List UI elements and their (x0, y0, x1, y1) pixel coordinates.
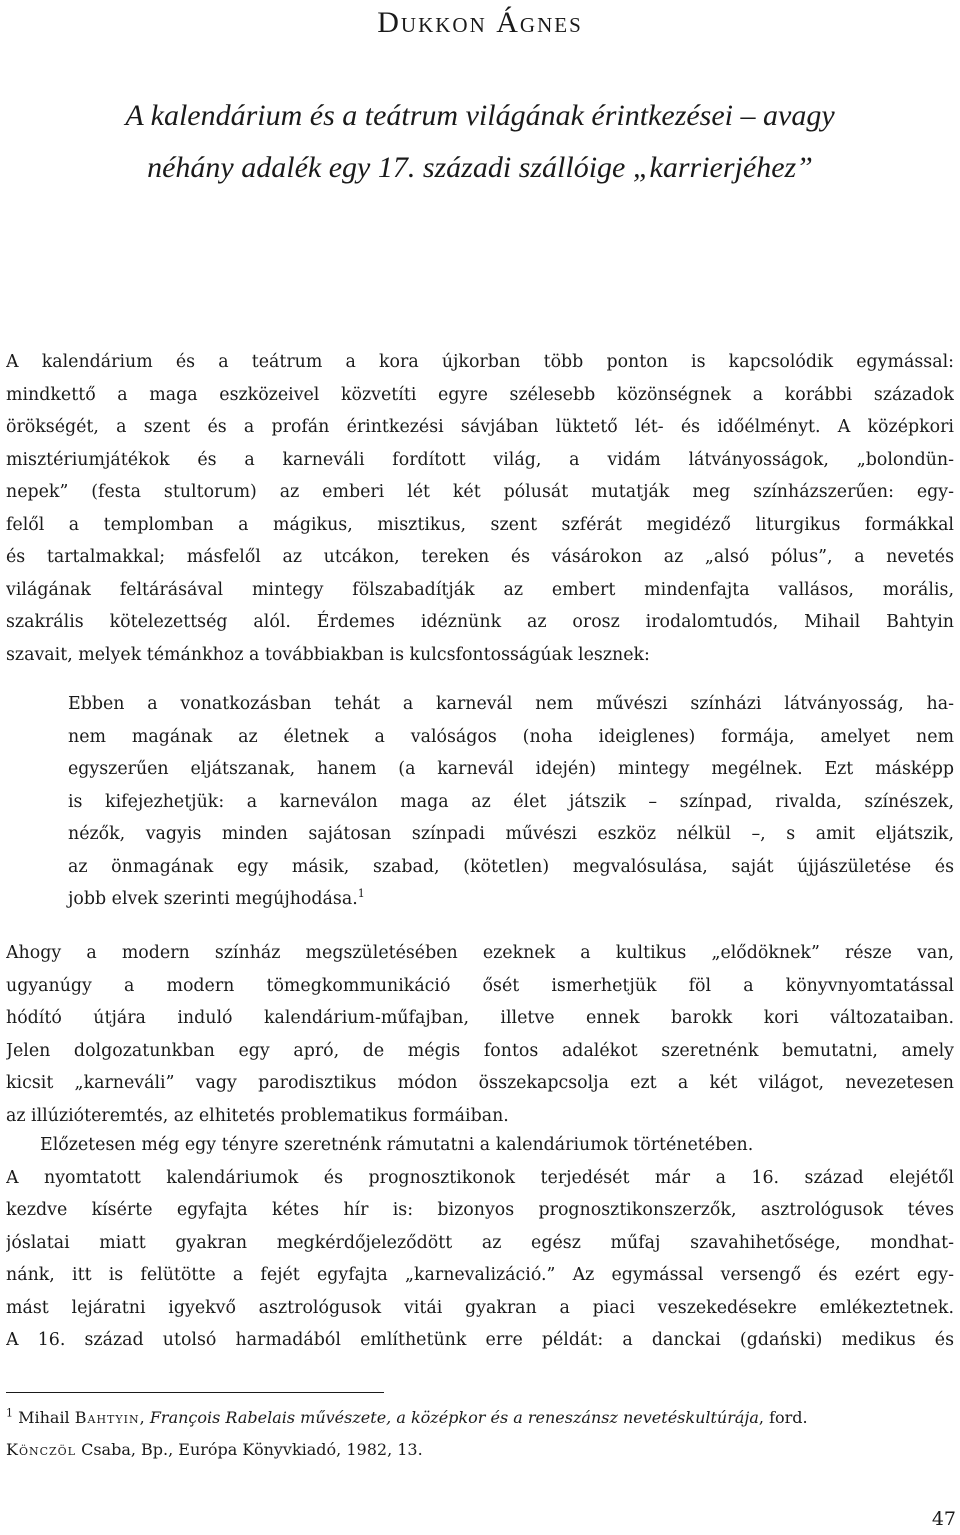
text-line: mindkettő a maga eszközeivel közvetíti egyre szélesebb közönségnek a korábbi századok (6, 384, 954, 405)
quote-line: az önmagának egy másik, szabad, (kötetlen) megvalósulása, saját újjászületése és (68, 856, 954, 877)
text-line: A 16. század utolsó harmadából említhetünk erre példát: a danckai (gdański) medikus és (6, 1330, 954, 1350)
block-quote (68, 688, 954, 916)
text-line: Ahogy a modern színház megszületésében ezeknek a kultikus „elődöknek” része van, (6, 943, 954, 963)
text-line: jóslatai miatt gyakran megkérdőjeleződött az egész műfaj szavahihetősége, mondhat- (6, 1232, 954, 1253)
text-line: és tartalmakkal; másfelől az utcákon, tereken és vásárokon az „alsó pólus”, a nevetés (6, 547, 954, 567)
text-line: szavait, melyek témánkhoz a továbbiakban is kulcsfontosságúak lesznek: (6, 644, 650, 665)
footnote-translator: Könczöl (6, 1440, 76, 1459)
text-line: ugyanúgy a modern tömegkommunikáció ősét ismerhetjük föl a könyvnyomtatással (6, 975, 954, 996)
text-line: A nyomtatott kalendáriumok és prognosztikonok terjedését már a 16. század elejétől (6, 1167, 954, 1188)
quote-line: jobb elvek szerinti megújhodása. (68, 889, 358, 909)
paragraph-modern-theatre (6, 937, 954, 1132)
footnote-separator: , (139, 1408, 145, 1427)
footnote-separator: , ford. (758, 1408, 808, 1427)
paragraph-calendars (6, 1129, 954, 1357)
text-line: misztériumjátékok és a karneváli fordított világ, a vidám látványosságok, „bolondün- (6, 449, 954, 470)
footnote-line (6, 1402, 954, 1434)
page-number: 47 (931, 1508, 956, 1530)
text-line: felől a templomban a mágikus, misztikus, szent szférát megidéző liturgikus formákkal (6, 514, 954, 535)
text-line: kezdve kísérte egyfajta kétes hír is: bizonyos prognosztikonszerzők, asztrológusok téves (6, 1200, 954, 1220)
text-line: az illúzióteremtés, az elhitetés problematikus formáiban. (6, 1105, 509, 1126)
footnote-mark: 1 (6, 1406, 13, 1420)
title-line: néhány adalék egy 17. századi szállóige „karrierjéhez” (147, 151, 813, 184)
text-line: A kalendárium és a teátrum a kora újkorban több ponton is kapcsolódik egymással: (6, 352, 954, 372)
text-line: Előzetesen még egy tényre szeretnénk rámutatni a kalendáriumok történetében. (40, 1135, 754, 1155)
text-line: kicsit „karneváli” vagy parodisztikus módon összekapcsolja ezt a két világot, nevezetesen (6, 1073, 954, 1093)
text-line: hódító útjára induló kalendárium-műfajban, illetve ennek barokk kori változataiban. (6, 1008, 954, 1028)
quote-line: is kifejezhetjük: a karneválon maga az élet játszik – színpad, rivalda, színészek, (68, 791, 954, 812)
text-line: nánk, itt is felütötte a fejét egyfajta „karnevalizáció.” Az egymással versengő és ezért egy- (6, 1265, 954, 1285)
footnote-1 (6, 1402, 954, 1466)
footnote-author: Bahtyin (74, 1408, 140, 1427)
text-line: mást lejáratni igyekvő asztrológusok vitái gyakran a piaci veszekedésekre emlékeztetnek. (6, 1297, 954, 1318)
quote-line: egyszerűen eljátszanak, hanem (a karnevál idején) mintegy megélnek. Ezt másképp (68, 759, 954, 779)
title-line: A kalendárium és a teátrum világának érintkezései – avagy (125, 99, 835, 132)
text-line: Jelen dolgozatunkban egy apró, de mégis fontos adalékot szeretnénk bemutatni, amely (6, 1040, 954, 1061)
text-line: világának feltárásával mintegy fölszabadítják az embert mindenfajta vallásos, morális, (6, 579, 954, 600)
text-line: örökségét, a szent és a profán érintkezési sávjában lüktető lét- és időélményt. A középkori (6, 417, 954, 437)
footnote-line (6, 1434, 954, 1466)
author-name: Dukkon Ágnes (377, 6, 583, 39)
article-title (0, 90, 960, 194)
quote-line: nézők, vagyis minden sajátosan színpadi művészi eszköz nélkül –, s amit eljátszik, (68, 824, 954, 844)
paragraph-intro (6, 346, 954, 671)
text-line: szakrális kötelezettség alól. Érdemes idéznünk az orosz irodalomtudós, Mihail Bahtyin (6, 612, 954, 632)
text-line: nepek” (festa stultorum) az emberi lét két pólusát mutatják meg színházszerűen: egy- (6, 482, 954, 502)
quote-last-line (68, 883, 954, 916)
footnote-work-title: François Rabelais művészete, a középkor és a reneszánsz nevetéskultúrája (149, 1408, 759, 1427)
footnote-prefix: Mihail (18, 1408, 70, 1427)
footnote-reference[interactable]: 1 (357, 887, 365, 901)
quote-line: nem magának az életnek a valóságos (noha ideiglenes) formája, amelyet nem (68, 726, 954, 747)
quote-line: Ebben a vonatkozásban tehát a karnevál nem művészi színházi látványosság, ha- (68, 694, 954, 714)
footnote-publication: Csaba, Bp., Európa Könyvkiadó, 1982, 13. (81, 1440, 423, 1459)
footnote-divider (6, 1392, 384, 1393)
